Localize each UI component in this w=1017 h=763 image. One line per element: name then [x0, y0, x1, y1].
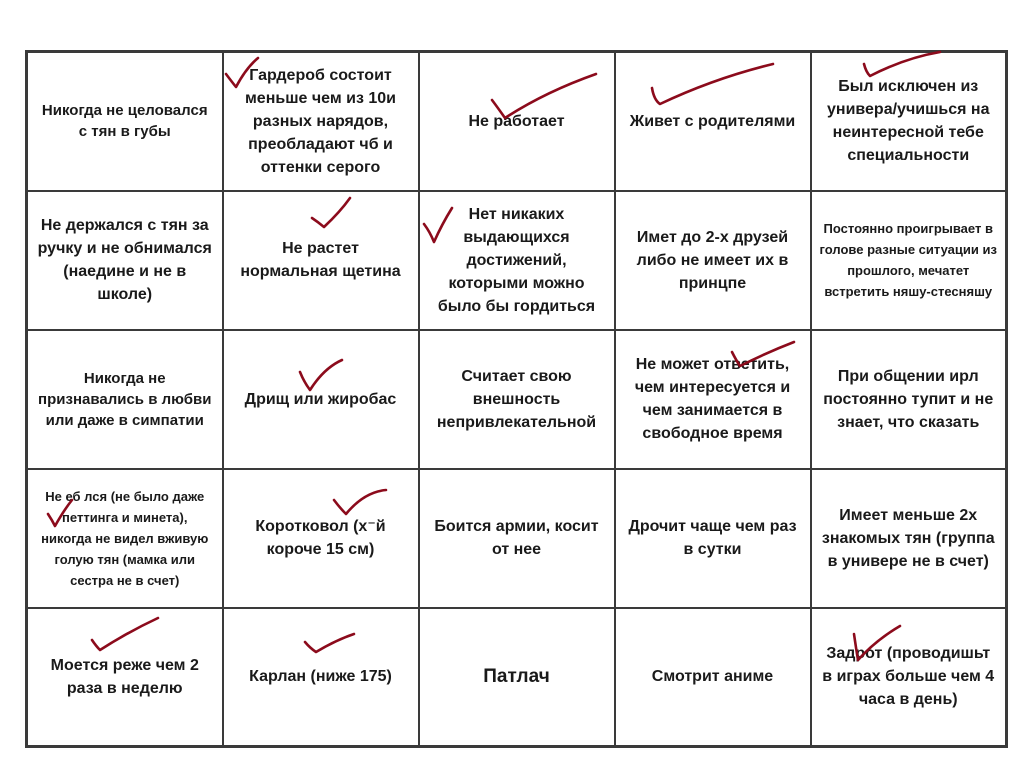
cell-wardrobe: Гардероб состоит меньше чем из 10и разных нарядов, преобладают чб и оттенки серого [223, 52, 419, 191]
bingo-row-2 [27, 191, 1007, 330]
cell-army: Боится армии, косит от нее [419, 469, 615, 608]
cell-no-achievements: Нет никаких выдающихся достижений, которыми можно было бы гордиться [419, 191, 615, 330]
bingo-card [25, 50, 1008, 748]
bingo-row-1 [27, 52, 1007, 191]
cell-expelled: Был исключен из универа/учишься на неинтересной тебе специальности [811, 52, 1007, 191]
cell-unattractive: Считает свою внешность непривлекательной [419, 330, 615, 469]
bingo-row-5 [27, 608, 1007, 747]
bingo-row-3 [27, 330, 1007, 469]
cell-awkward-irl: При общении ирл постоянно тупит и не знает, что сказать [811, 330, 1007, 469]
cell-no-confessions: Никогда не признавались в любви или даже в симпатии [27, 330, 223, 469]
cell-long-hair: Патлач [419, 608, 615, 747]
cell-lives-with-parents: Живет с родителями [615, 52, 811, 191]
cell-few-girls: Имеет меньше 2х знакомых тян (группа в универе не в счет) [811, 469, 1007, 608]
cell-no-hand-holding: Не держался с тян за ручку и не обнимался (наедине и не в школе) [27, 191, 223, 330]
cell-gamer: Задрот (проводишьт в играх больше чем 4 часа в день) [811, 608, 1007, 747]
cell-never-kissed: Никогда не целовался с тян в губы [27, 52, 223, 191]
cell-height: Карлан (ниже 175) [223, 608, 419, 747]
cell-rarely-washes: Моется реже чем 2 раза в неделю [27, 608, 223, 747]
cell-no-stubble: Не растет нормальная щетина [223, 191, 419, 330]
cell-no-interests: Не может ответить, чем интересуется и чем занимается в свободное время [615, 330, 811, 469]
cell-not-working: Не работает [419, 52, 615, 191]
cell-daily: Дрочит чаще чем раз в сутки [615, 469, 811, 608]
cell-virgin: Не еб лся (не было даже петтинга и минета), никогда не видел вживую голую тян (мамка или сестра не в счет) [27, 469, 223, 608]
bingo-row-4 [27, 469, 1007, 608]
cell-replays-past: Постоянно проигрывает в голове разные ситуации из прошлого, мечатет встретить няшу-стесняшу [811, 191, 1007, 330]
cell-skinny-or-fat: Дрищ или жиробас [223, 330, 419, 469]
cell-few-friends: Имет до 2-х друзей либо не имеет их в принцпе [615, 191, 811, 330]
cell-anime: Смотрит аниме [615, 608, 811, 747]
cell-short: Коротковол (х⁻й короче 15 см) [223, 469, 419, 608]
